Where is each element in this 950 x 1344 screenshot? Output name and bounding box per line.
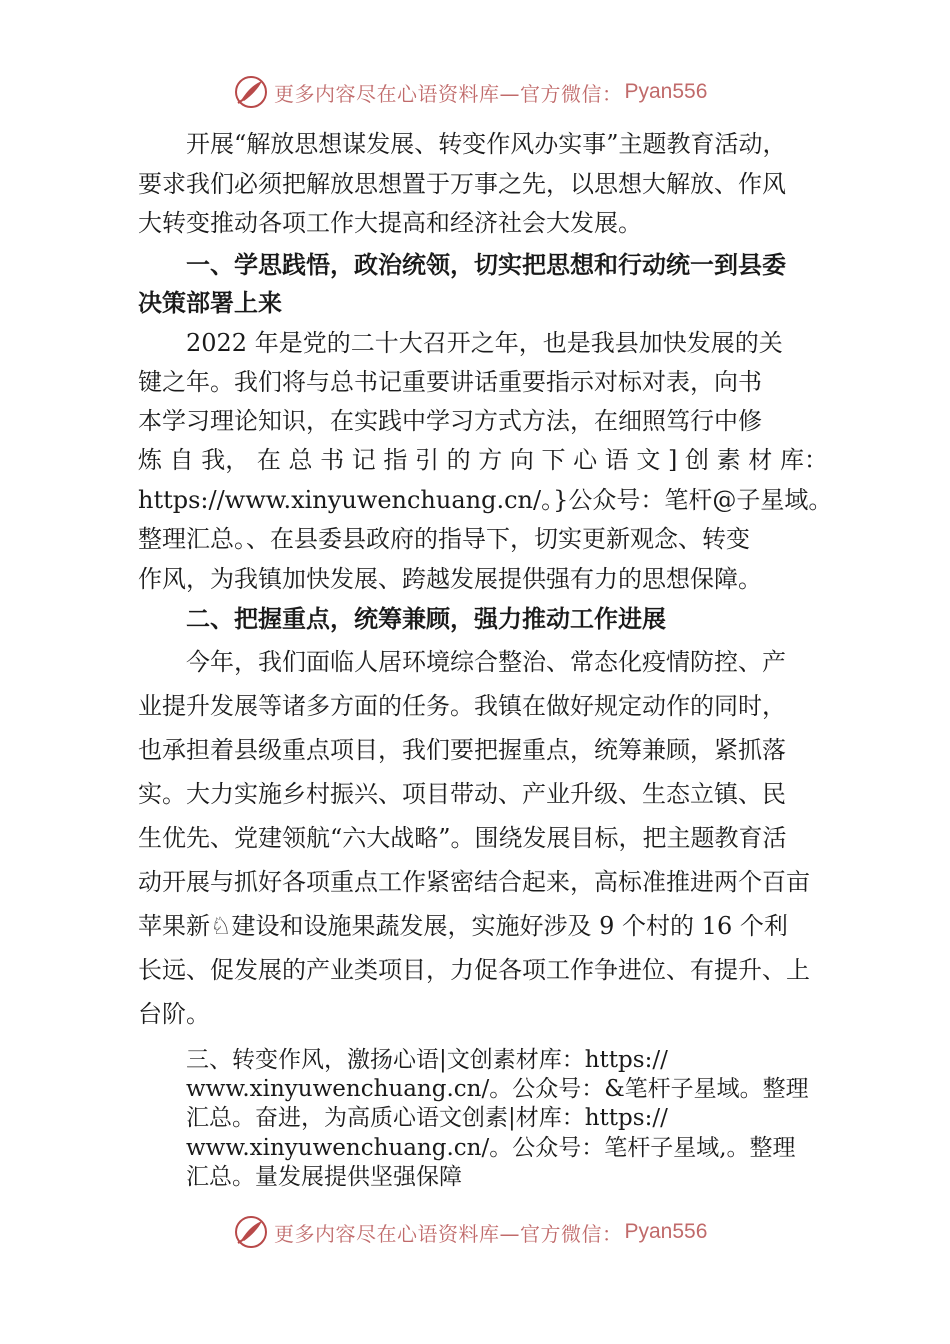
section1-heading: 决策部署上来: [138, 289, 282, 317]
banner-wechat-id: Pyan556: [624, 1220, 708, 1243]
section3-line: 三、转变作风，激扬心语|文创素材库：https://: [186, 1047, 668, 1073]
section1-line: 作风，为我镇加快发展、跨越发展提供强有力的思想保障。: [138, 565, 762, 593]
pen-nib-icon: [232, 1213, 270, 1251]
section2-heading: 二、把握重点，统筹兼顾，强力推动工作进展: [186, 605, 666, 633]
banner-text: 更多内容尽在心语资料库—官方微信：: [274, 1221, 623, 1246]
section1-line: 本学习理论知识，在实践中学习方式方法，在细照笃行中修: [138, 407, 762, 435]
section2-line: 也承担着县级重点项目，我们要把握重点，统筹兼顾，紧抓落: [138, 736, 786, 764]
header-watermark-banner: [232, 72, 732, 112]
banner-text: 更多内容尽在心语资料库—官方微信：: [274, 81, 623, 106]
intro-line: 要求我们必须把解放思想置于万事之先，以思想大解放、作风: [138, 170, 786, 198]
pen-nib-icon: [232, 73, 270, 111]
section1-heading: 一、学思践悟，政治统领，切实把思想和行动统一到县委: [186, 251, 786, 279]
intro-line: 开展“解放思想谋发展、转变作风办实事”主题教育活动，: [186, 130, 787, 158]
section3-line: 汇总。奋进，为高质心语文创素|材库：https://: [186, 1105, 668, 1131]
section2-line: 业提升发展等诸多方面的任务。我镇在做好规定动作的同时，: [138, 692, 786, 720]
section2-line: 长远、促发展的产业类项目，力促各项工作争进位、有提升、上: [138, 956, 810, 984]
section2-line: 台阶。: [138, 1000, 210, 1028]
section1-line: 键之年。我们将与总书记重要讲话重要指示对标对表，向书: [138, 368, 762, 396]
section3-line: www.xinyuwenchuang.cn/。公众号：&笔杆子星域。整理: [186, 1076, 809, 1102]
banner-wechat-id: Pyan556: [624, 80, 708, 103]
intro-line: 大转变推动各项工作大提高和经济社会大发展。: [138, 209, 642, 237]
section2-line: 苹果新♘建设和设施果蔬发展，实施好涉及 9 个村的 16 个利: [138, 912, 788, 940]
footer-watermark-banner: [232, 1212, 732, 1252]
section2-line: 实。大力实施乡村振兴、项目带动、产业升级、生态立镇、民: [138, 780, 786, 808]
section1-line: https://www.xinyuwenchuang.cn/。}公众号：笔杆@子星域。: [138, 486, 833, 514]
section1-line: 整理汇总。、在县委县政府的指导下，切实更新观念、转变: [138, 525, 750, 553]
section2-line: 动开展与抓好各项重点工作紧密结合起来，高标准推进两个百亩: [138, 868, 810, 896]
section3-line: www.xinyuwenchuang.cn/。公众号：笔杆子星域,。整理: [186, 1135, 796, 1161]
section3-line: 汇总。量发展提供坚强保障: [186, 1164, 462, 1190]
section1-line: 2022 年是党的二十大召开之年，也是我县加快发展的关: [186, 329, 783, 357]
section1-line: 炼 自 我， 在 总 书 记 指 引 的 方 向 下 心 语 文 ] 创 素 材 库：: [138, 446, 828, 474]
section2-line: 生优先、党建领航“六大战略”。围绕发展目标，把主题教育活: [138, 824, 787, 852]
section2-line: 今年，我们面临人居环境综合整治、常态化疫情防控、产: [186, 648, 786, 676]
